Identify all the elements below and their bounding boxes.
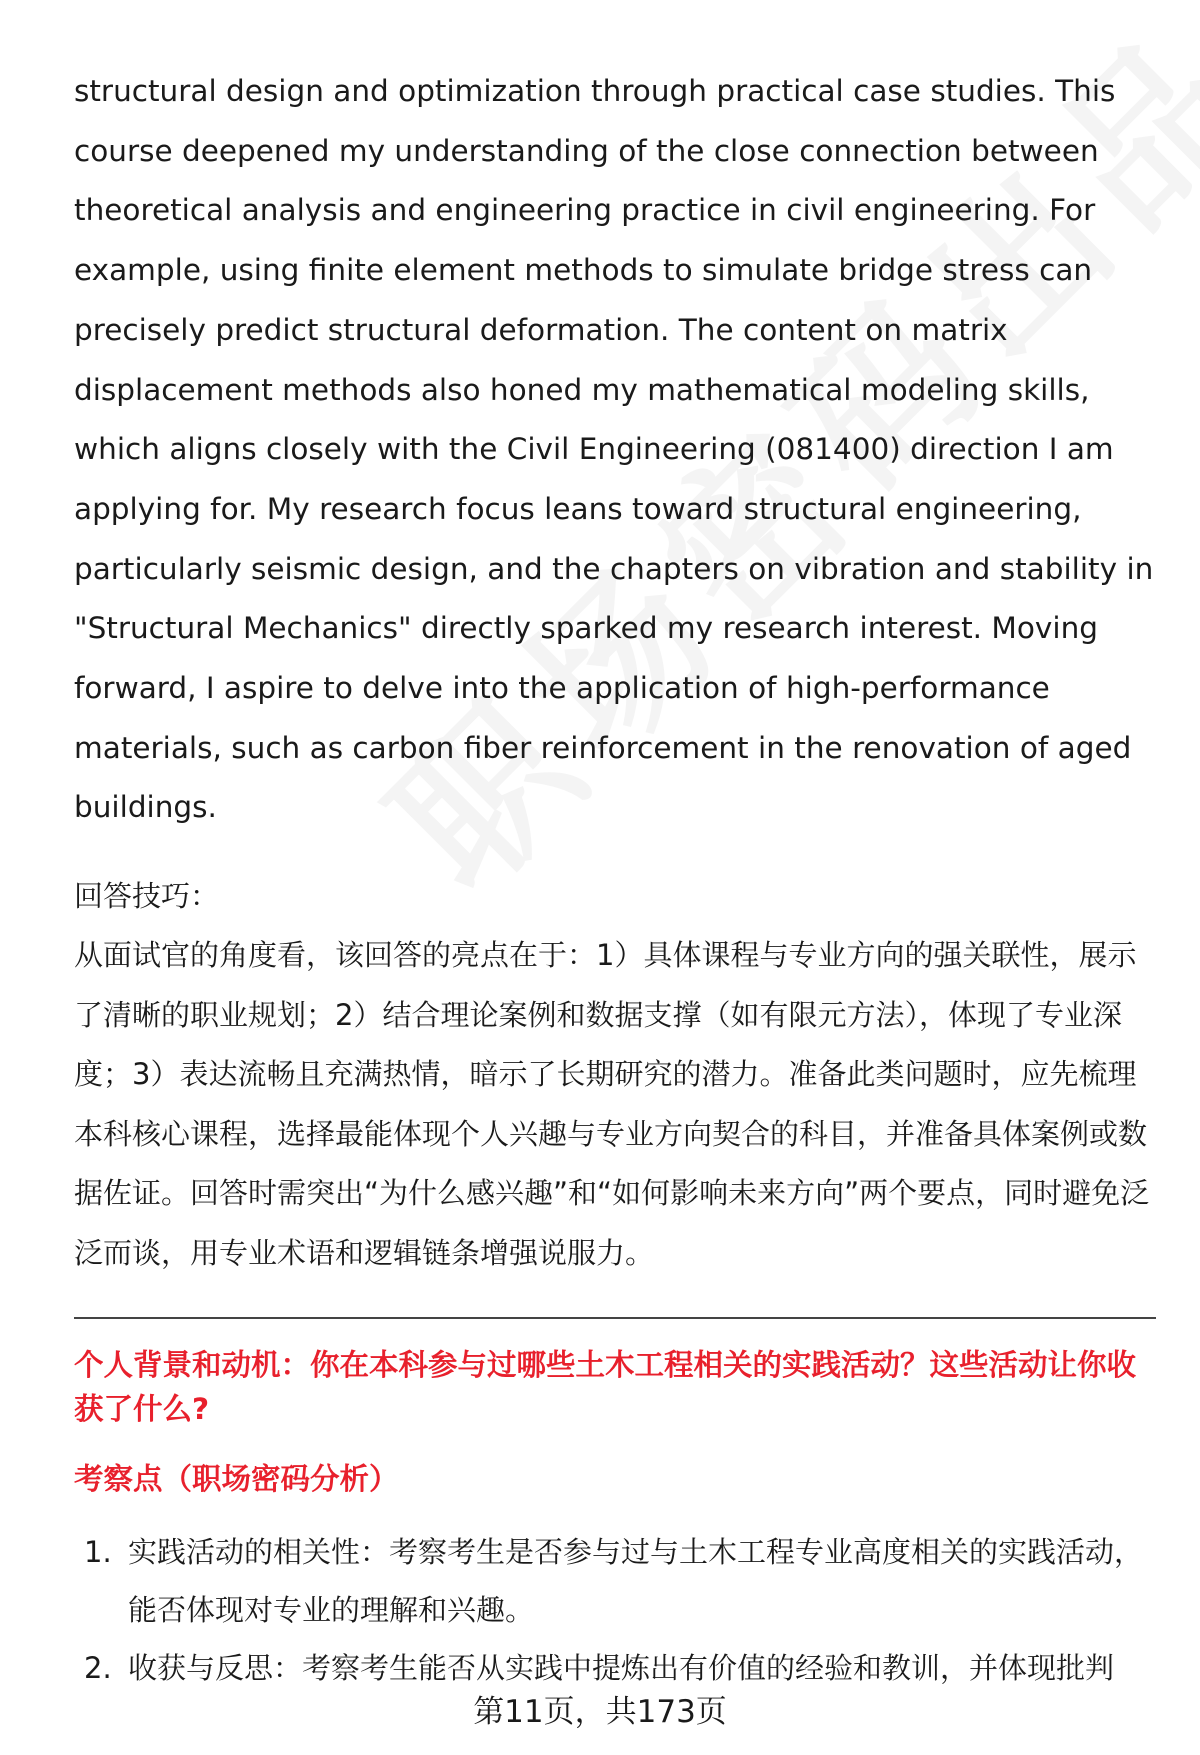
question-heading: 个人背景和动机：你在本科参与过哪些土木工程相关的实践活动？这些活动让你收获了什么? — [74, 1348, 1137, 1427]
page-content — [74, 62, 1159, 1697]
list-item-number: 1. — [84, 1535, 112, 1570]
list-item — [74, 1523, 1159, 1639]
list-item-text: 实践活动的相关性：考察考生是否参与过与土木工程专业高度相关的实践活动，能否体现对专业的理解和兴趣。 — [128, 1535, 1144, 1628]
list-item — [74, 1639, 1159, 1697]
answer-paragraph: structural design and optimization through practical case studies. This course deepened my understanding of the close connection between theoretical analysis and engineering practice in civil engineering. For example, using finite element methods to simulate bridge stress can precisely predict structural deformation. The content on matrix displacement methods also honed my mathematical modeling skills, which aligns closely with the Civil Engineering (081400) direction I am applying for. My research focus leans toward structural engineering, particularly seismic design, and the chapters on vibration and stability in "Structural Mechanics" directly sparked my research interest. Moving forward, I aspire to delve into the application of high-performance materials, such as carbon fiber reinforcement in the renovation of aged buildings. — [74, 74, 1154, 825]
tips-body: 从面试官的角度看，该回答的亮点在于：1）具体课程与专业方向的强关联性，展示了清晰的职业规划；2）结合理论案例和数据支撑（如有限元方法），体现了专业深度；3）表达流畅且充满热情，暗示了长期研究的潜力。准备此类问题时，应先梳理本科核心课程，选择最能体现个人兴趣与专业方向契合的科目，并准备具体案例或数据佐证。回答时需突出“为什么感兴趣”和“如何影响未来方向”两个要点，同时避免泛泛而谈，用专业术语和逻辑链条增强说服力。 — [74, 938, 1150, 1270]
page-number-footer: 第11页，共173页 — [473, 1694, 727, 1730]
list-item-text: 收获与反思：考察考生能否从实践中提炼出有价值的经验和教训，并体现批判 — [128, 1651, 1115, 1686]
tips-heading: 回答技巧： — [74, 879, 220, 914]
section-divider — [74, 1317, 1156, 1319]
assessment-points-list — [74, 1523, 1159, 1697]
assessment-heading: 考察点（职场密码分析） — [74, 1462, 399, 1497]
list-item-number: 2. — [84, 1651, 112, 1686]
